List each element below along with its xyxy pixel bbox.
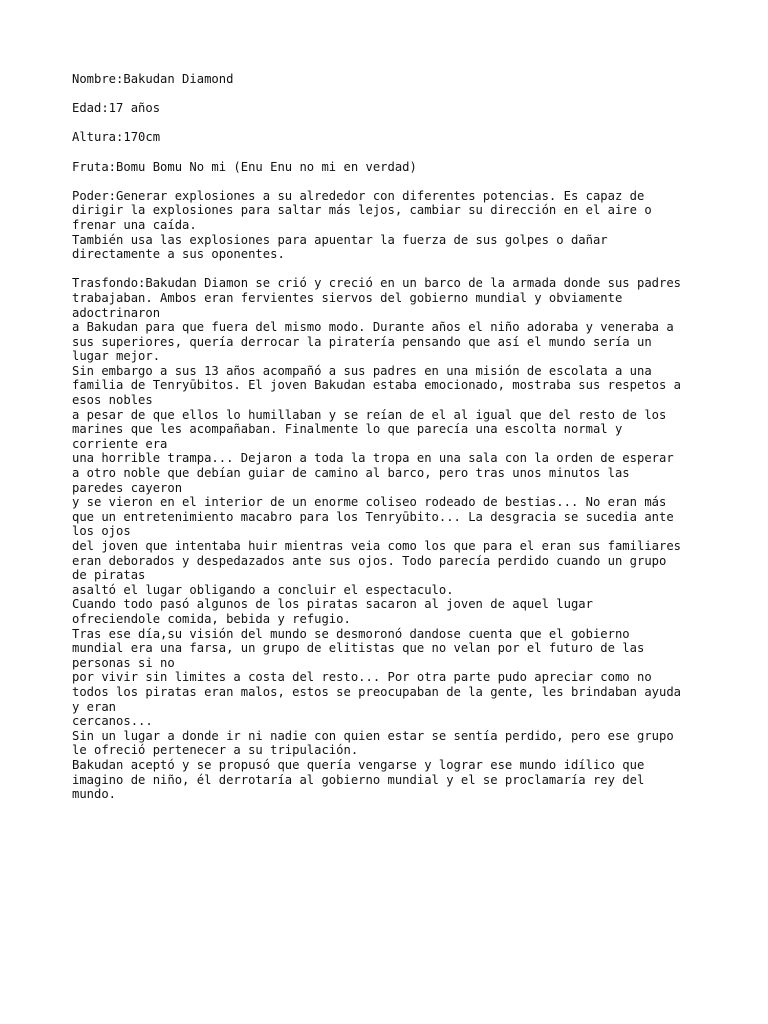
text-line: marines que les acompañaban. Finalmente lo que parecía una escolta normal y (72, 422, 623, 437)
text-line: Tras ese día,su visión del mundo se desmoronó dandose cuenta que el gobierno (72, 626, 630, 641)
text-line: sus superiores, quería derrocar la piratería pensando que así el mundo sería un (72, 334, 652, 349)
text-line: todos los piratas eran malos, estos se preocupaban de la gente, les brindaban ayuda (72, 684, 682, 699)
text-line: asaltó el lugar obligando a concluir el espectaculo. (72, 582, 454, 597)
text-line: los ojos (72, 524, 131, 539)
text-line: Cuando todo pasó algunos de los piratas sacaron al joven de aquel lugar (72, 597, 593, 612)
text-line: Sin embargo a sus 13 años acompañó a sus padres en una misión de escolata a una (72, 363, 652, 378)
text-line: esos nobles (72, 393, 153, 408)
text-line: corriente era (72, 436, 168, 451)
text-line: le ofreció pertenecer a su tripulación. (72, 743, 359, 758)
document-page (72, 72, 712, 816)
field-fruta (72, 160, 712, 175)
text-line: Trasfondo:Bakudan Diamon se crió y creció en un barco de la armada donde sus padres (72, 276, 682, 291)
text-line: Poder:Generar explosiones a su alrededor con diferentes potencias. Es capaz de (72, 188, 645, 203)
field-edad (72, 101, 712, 116)
text-line: de piratas (72, 568, 146, 583)
text-line: y se vieron en el interior de un enorme coliseo rodeado de bestias... No eran más (72, 495, 667, 510)
text-line: Bakudan aceptó y se propusó que quería vengarse y lograr ese mundo idílico que (72, 757, 645, 772)
field-nombre (72, 72, 712, 87)
text-line: paredes cayeron (72, 480, 183, 495)
text-line: mundo. (72, 787, 117, 802)
text-line: También usa las explosiones para apuentar la fuerza de sus golpes o dañar (72, 232, 608, 247)
text-line: personas si no (72, 655, 175, 670)
text-line: eran deborados y despedazados ante sus ojos. Todo parecía perdido cuando un grupo (72, 553, 667, 568)
text-line: Altura:170cm (72, 130, 161, 145)
text-line: frenar una caída. (72, 217, 197, 232)
field-poder (72, 189, 712, 262)
text-line: familia de Tenryūbitos. El joven Bakudan estaba emocionado, mostraba sus respetos a (72, 378, 682, 393)
text-line: imagino de niño, él derrotaría al gobierno mundial y el se proclamaría rey del (72, 772, 645, 787)
text-line: que un entretenimiento macabro para los Tenryūbito... La desgracia se sucedia ante (72, 509, 674, 524)
text-line: directamente a sus oponentes. (72, 247, 285, 262)
text-line: Nombre:Bakudan Diamond (72, 72, 234, 86)
text-line: a Bakudan para que fuera del mismo modo. Durante años el niño adoraba y veneraba a (72, 320, 674, 335)
text-line: y eran (72, 699, 117, 714)
text-line: dirigir la explosiones para saltar más lejos, cambiar su dirección en el aire o (72, 203, 652, 218)
field-trasfondo (72, 276, 712, 801)
text-line: Sin un lugar a donde ir ni nadie con quien estar se sentía perdido, pero ese grupo (72, 728, 674, 743)
text-line: adoctrinaron (72, 305, 161, 320)
text-line: del joven que intentaba huir mientras veia como los que para el eran sus familiares (72, 539, 682, 553)
text-line: a otro noble que debían guiar de camino al barco, pero tras unos minutos las (72, 466, 630, 481)
text-line: Edad:17 años (72, 101, 161, 116)
text-line: a pesar de que ellos lo humillaban y se reían de el al igual que del resto de los (72, 407, 667, 422)
text-line: ofreciendole comida, bebida y refugio. (72, 611, 351, 626)
text-line: Fruta:Bomu Bomu No mi (Enu Enu no mi en verdad) (72, 159, 417, 174)
text-line: trabajaban. Ambos eran fervientes siervos del gobierno mundial y obviamente (72, 290, 623, 305)
text-line: por vivir sin limites a costa del resto... Por otra parte pudo apreciar como no (72, 670, 652, 685)
text-line: cercanos... (72, 714, 153, 729)
text-line: lugar mejor. (72, 349, 161, 364)
text-line: mundial era una farsa, un grupo de elitistas que no velan por el futuro de las (72, 641, 645, 656)
field-altura (72, 130, 712, 145)
text-line: una horrible trampa... Dejaron a toda la tropa en una sala con la orden de esperar (72, 451, 674, 466)
